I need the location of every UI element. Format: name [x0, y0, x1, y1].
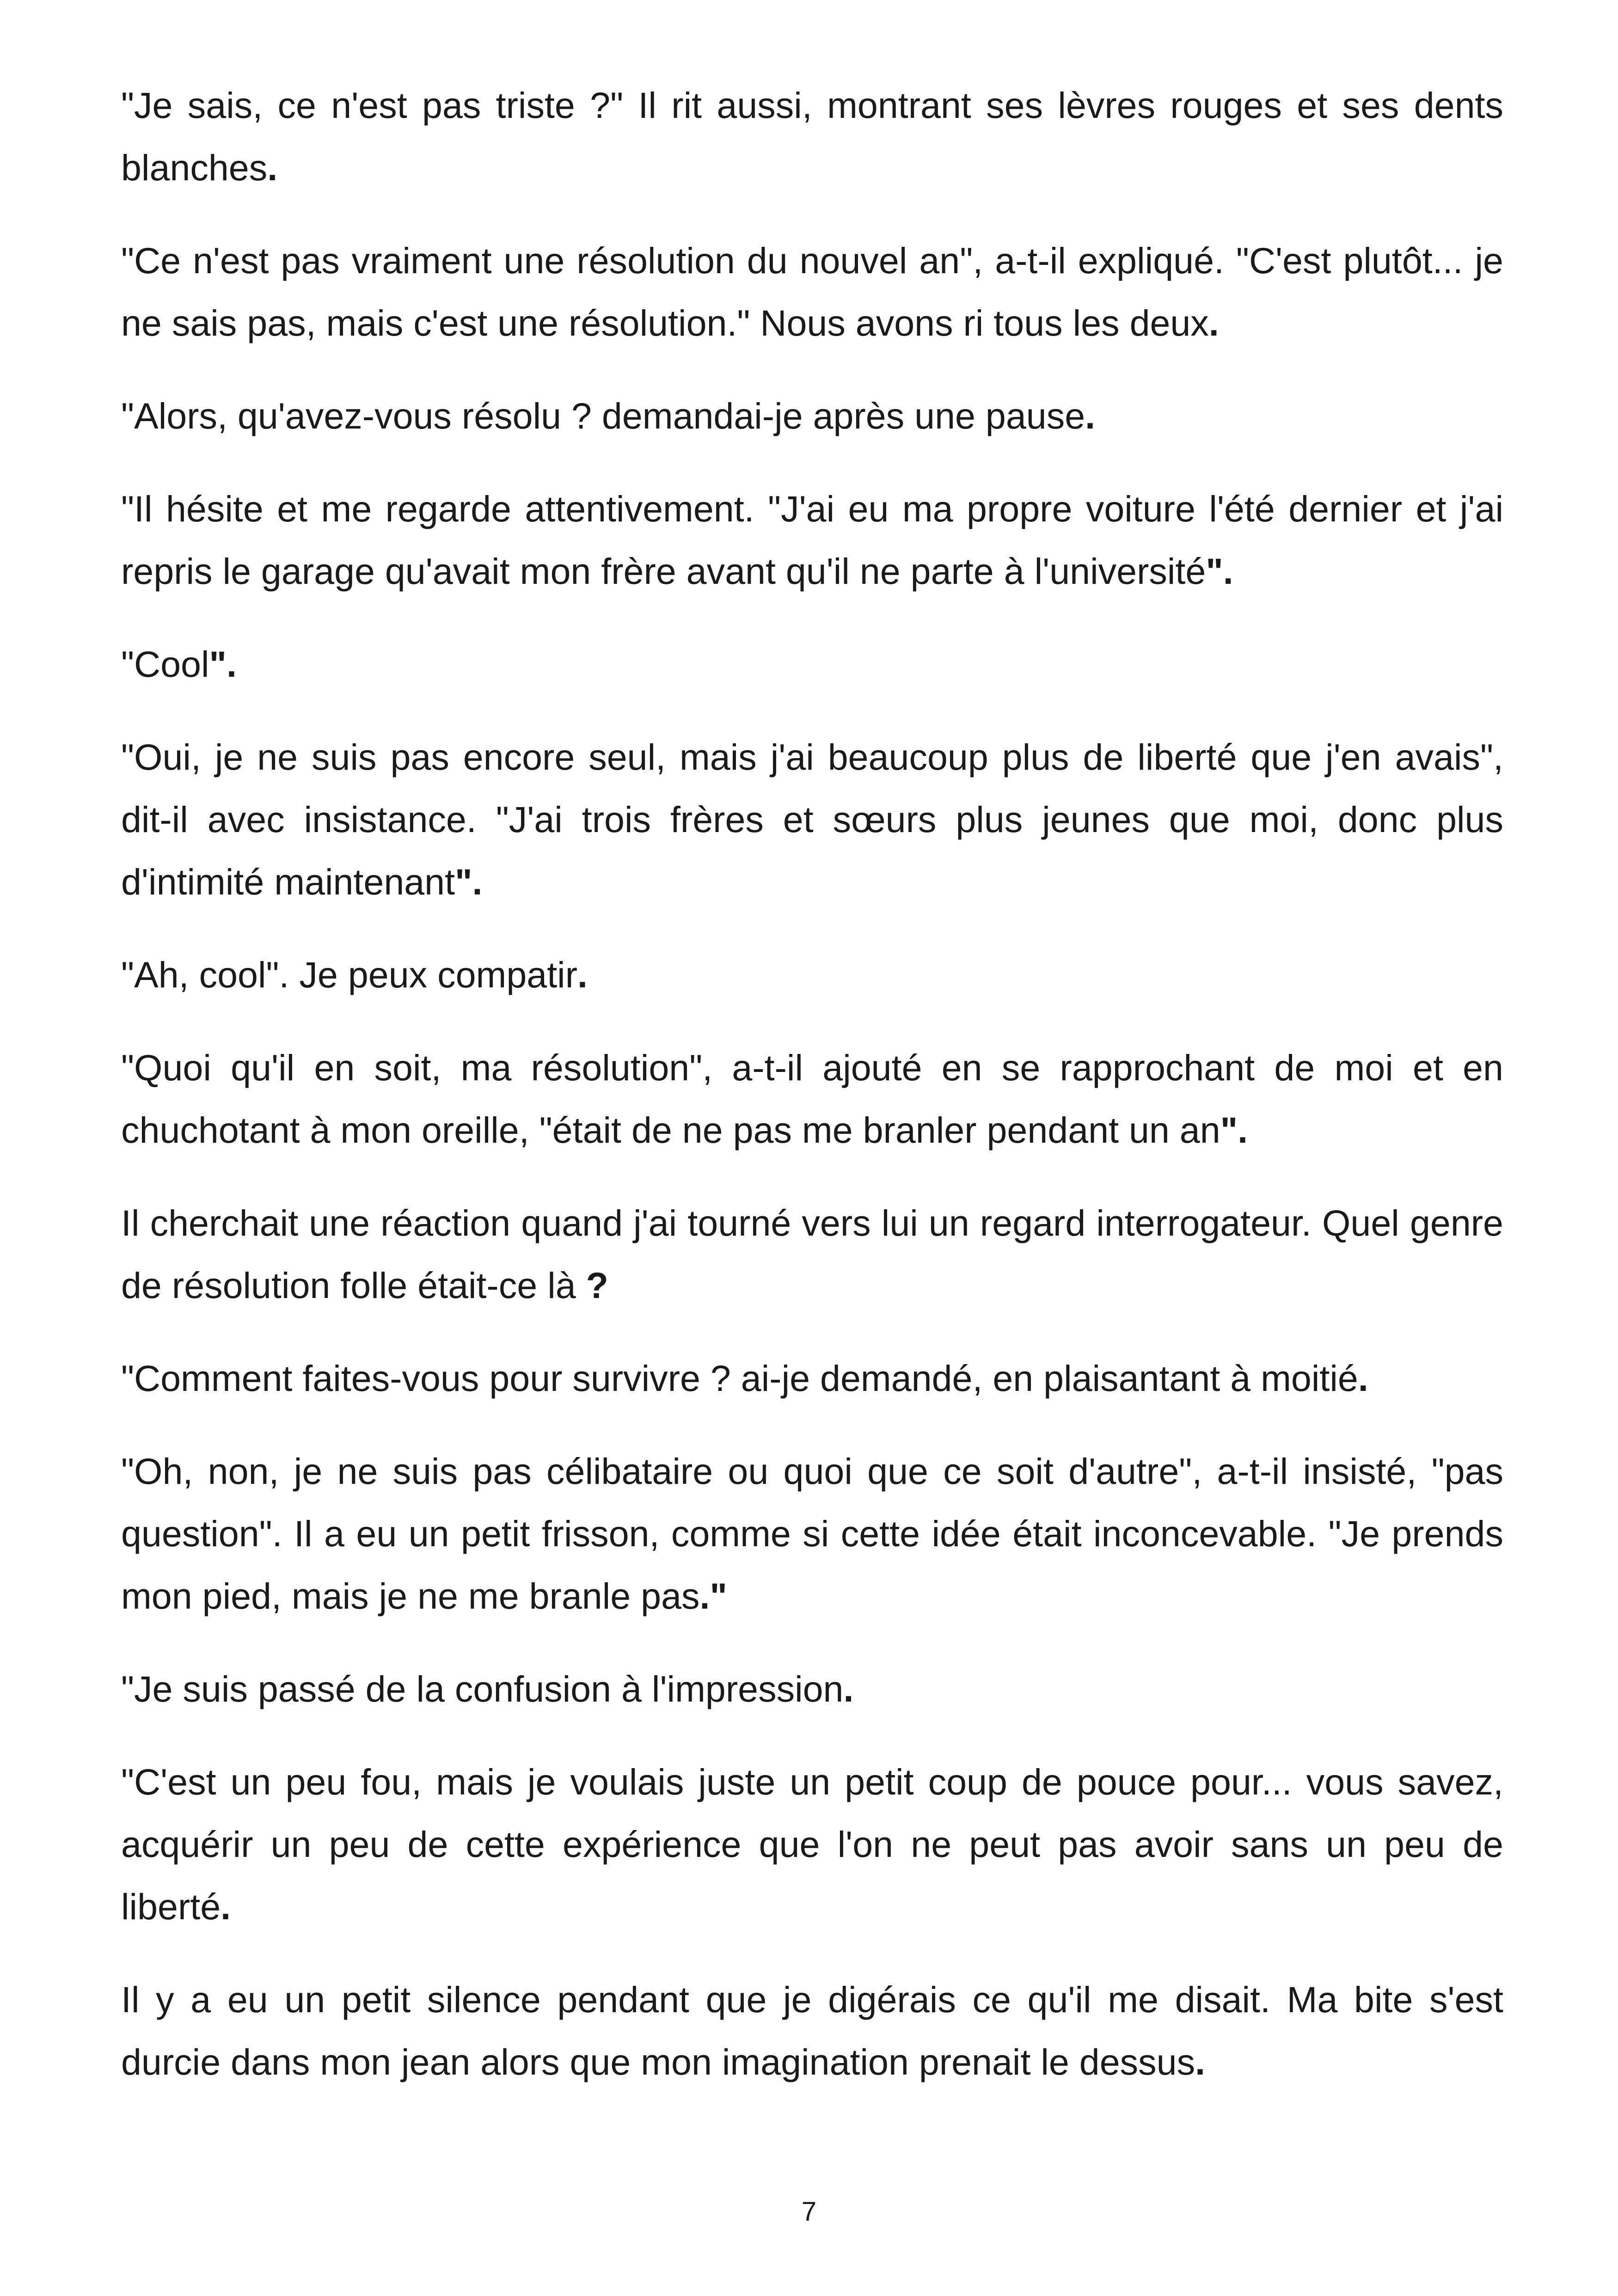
paragraph-ending: ". [209, 643, 237, 685]
paragraph [121, 1036, 1503, 1161]
paragraph [121, 1440, 1503, 1627]
paragraph-ending: . [267, 147, 278, 188]
paragraph [121, 1751, 1503, 1938]
paragraph-ending: . [843, 1668, 854, 1709]
paragraph-ending: ". [1206, 551, 1233, 592]
paragraph-ending: ? [586, 1265, 608, 1306]
paragraph [121, 943, 1503, 1006]
paragraph [121, 633, 1503, 695]
paragraph [121, 1658, 1503, 1720]
paragraph-text: Il y a eu un petit silence pendant que je digérais ce qu'il me disait. Ma bite s'est durcie dans mon jean alors que mon imagination prenait le dessus [121, 1979, 1503, 2082]
paragraph-ending: . [1195, 2041, 1206, 2082]
paragraph-ending: ". [455, 861, 483, 902]
paragraph-text: "Cool [121, 643, 209, 685]
paragraph-ending: . [577, 954, 588, 995]
paragraph [121, 385, 1503, 447]
paragraph-text: "Quoi qu'il en soit, ma résolution", a-t-il ajouté en se rapprochant de moi et en chuchotant à mon oreille, "était de ne pas me branler pendant un an [121, 1047, 1503, 1151]
paragraph-text: "Comment faites-vous pour survivre ? ai-je demandé, en plaisantant à moitié [121, 1358, 1358, 1399]
paragraph [121, 229, 1503, 354]
paragraph-ending: . [221, 1886, 231, 1927]
page-number: 7 [801, 2197, 817, 2227]
paragraph-text: Il cherchait une réaction quand j'ai tourné vers lui un regard interrogateur. Quel genre de résolution folle était-ce là [121, 1202, 1503, 1306]
paragraph-text: "Ce n'est pas vraiment une résolution du nouvel an", a-t-il expliqué. "C'est plutôt... je ne sais pas, mais c'est une résolution." Nous avons ri tous les deux [121, 240, 1503, 343]
paragraph-ending: ." [699, 1575, 727, 1616]
paragraph [121, 74, 1503, 199]
document-page [121, 74, 1503, 2124]
paragraph-text: "Il hésite et me regarde attentivement. "J'ai eu ma propre voiture l'été dernier et j'ai repris le garage qu'avait mon frère avant qu'il ne parte à l'université [121, 488, 1503, 592]
paragraph-text: "Oui, je ne suis pas encore seul, mais j'ai beaucoup plus de liberté que j'en avais", dit-il avec insistance. "J'ai trois frères et sœurs plus jeunes que moi, donc plus d'intimité maintenant [121, 736, 1503, 902]
paragraph-text: "Alors, qu'avez-vous résolu ? demandai-je après une pause [121, 395, 1085, 436]
paragraph-ending: . [1085, 395, 1096, 436]
paragraph-text: "Oh, non, je ne suis pas célibataire ou quoi que ce soit d'autre", a-t-il insisté, "pas question". Il a eu un petit frisson, comme si cette idée était inconcevable. "Je prends mon pied, mais je ne me branle pas [121, 1451, 1503, 1616]
paragraph-text: "Je sais, ce n'est pas triste ?" Il rit aussi, montrant ses lèvres rouges et ses dents blanches [121, 85, 1503, 188]
paragraph [121, 1347, 1503, 1409]
paragraph-text: "Je suis passé de la confusion à l'impression [121, 1668, 844, 1709]
paragraph [121, 1192, 1503, 1316]
paragraph-ending: . [1208, 302, 1219, 343]
paragraph [121, 478, 1503, 602]
paragraph-text: "Ah, cool". Je peux compatir [121, 954, 577, 995]
paragraph-text: "C'est un peu fou, mais je voulais juste un petit coup de pouce pour... vous savez, acquérir un peu de cette expérience que l'on ne peut pas avoir sans un peu de liberté [121, 1761, 1503, 1927]
paragraph [121, 726, 1503, 913]
paragraph [121, 1968, 1503, 2093]
paragraph-ending: . [1358, 1358, 1368, 1399]
paragraph-ending: ". [1220, 1109, 1248, 1151]
